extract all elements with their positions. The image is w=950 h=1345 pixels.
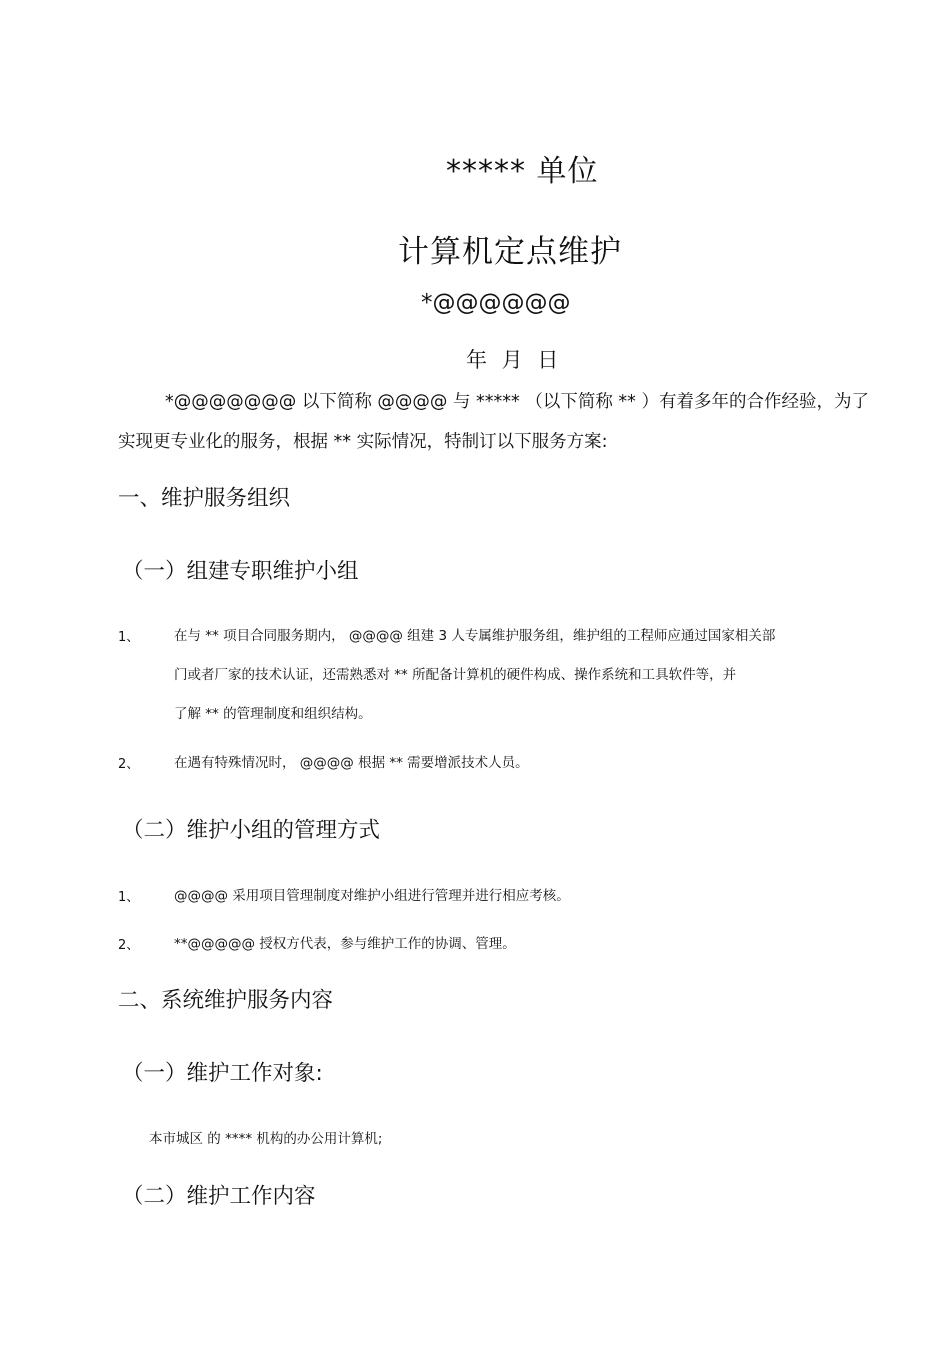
section-2-heading: 二、系统维护服务内容 xyxy=(118,988,334,1013)
intro-line-1: *@@@@@@@ 以下简称 @@@@ 与 ***** （以下简称 ** ）有着多年的合作经验，为了 xyxy=(165,392,869,412)
unit-title: ***** 单位 xyxy=(446,154,599,189)
item-number: 2、 xyxy=(118,938,140,953)
document-date: 年 月 日 xyxy=(466,348,559,372)
section-1-heading: 一、维护服务组织 xyxy=(118,486,291,511)
item-text-line: 在与 ** 项目合同服务期内， @@@@ 组建 3 人专属维护服务组，维护组的工程师应通过国家相关部 xyxy=(174,628,776,644)
section-1-2-heading: （二）维护小组的管理方式 xyxy=(122,818,381,843)
item-number: 1、 xyxy=(118,630,140,645)
section-2-1-heading: （一）维护工作对象: xyxy=(122,1061,323,1086)
item-text-line: 门或者厂家的技术认证，还需熟悉对 ** 所配备计算机的硬件构成、操作系统和工具软件等，并 xyxy=(174,667,737,683)
company-name: *@@@@@@ xyxy=(421,290,571,316)
item-number: 2、 xyxy=(118,757,140,772)
item-text-line: 在遇有特殊情况时， @@@@ 根据 ** 需要增派技术人员。 xyxy=(174,755,529,771)
document-title: 计算机定点维护 xyxy=(398,234,622,270)
item-number: 1、 xyxy=(118,890,140,905)
section-1-1-heading: （一）组建专职维护小组 xyxy=(122,559,359,584)
intro-line-2: 实现更专业化的服务，根据 ** 实际情况，特制订以下服务方案: xyxy=(118,432,608,452)
section-2-2-heading: （二）维护工作内容 xyxy=(122,1184,316,1209)
item-text-line: **@@@@@ 授权方代表，参与维护工作的协调、管理。 xyxy=(174,936,516,952)
maintenance-target-text: 本市城区 的 **** 机构的办公用计算机; xyxy=(149,1131,383,1147)
item-text-line: 了解 ** 的管理制度和组织结构。 xyxy=(174,706,372,722)
item-text-line: @@@@ 采用项目管理制度对维护小组进行管理并进行相应考核。 xyxy=(174,888,570,904)
